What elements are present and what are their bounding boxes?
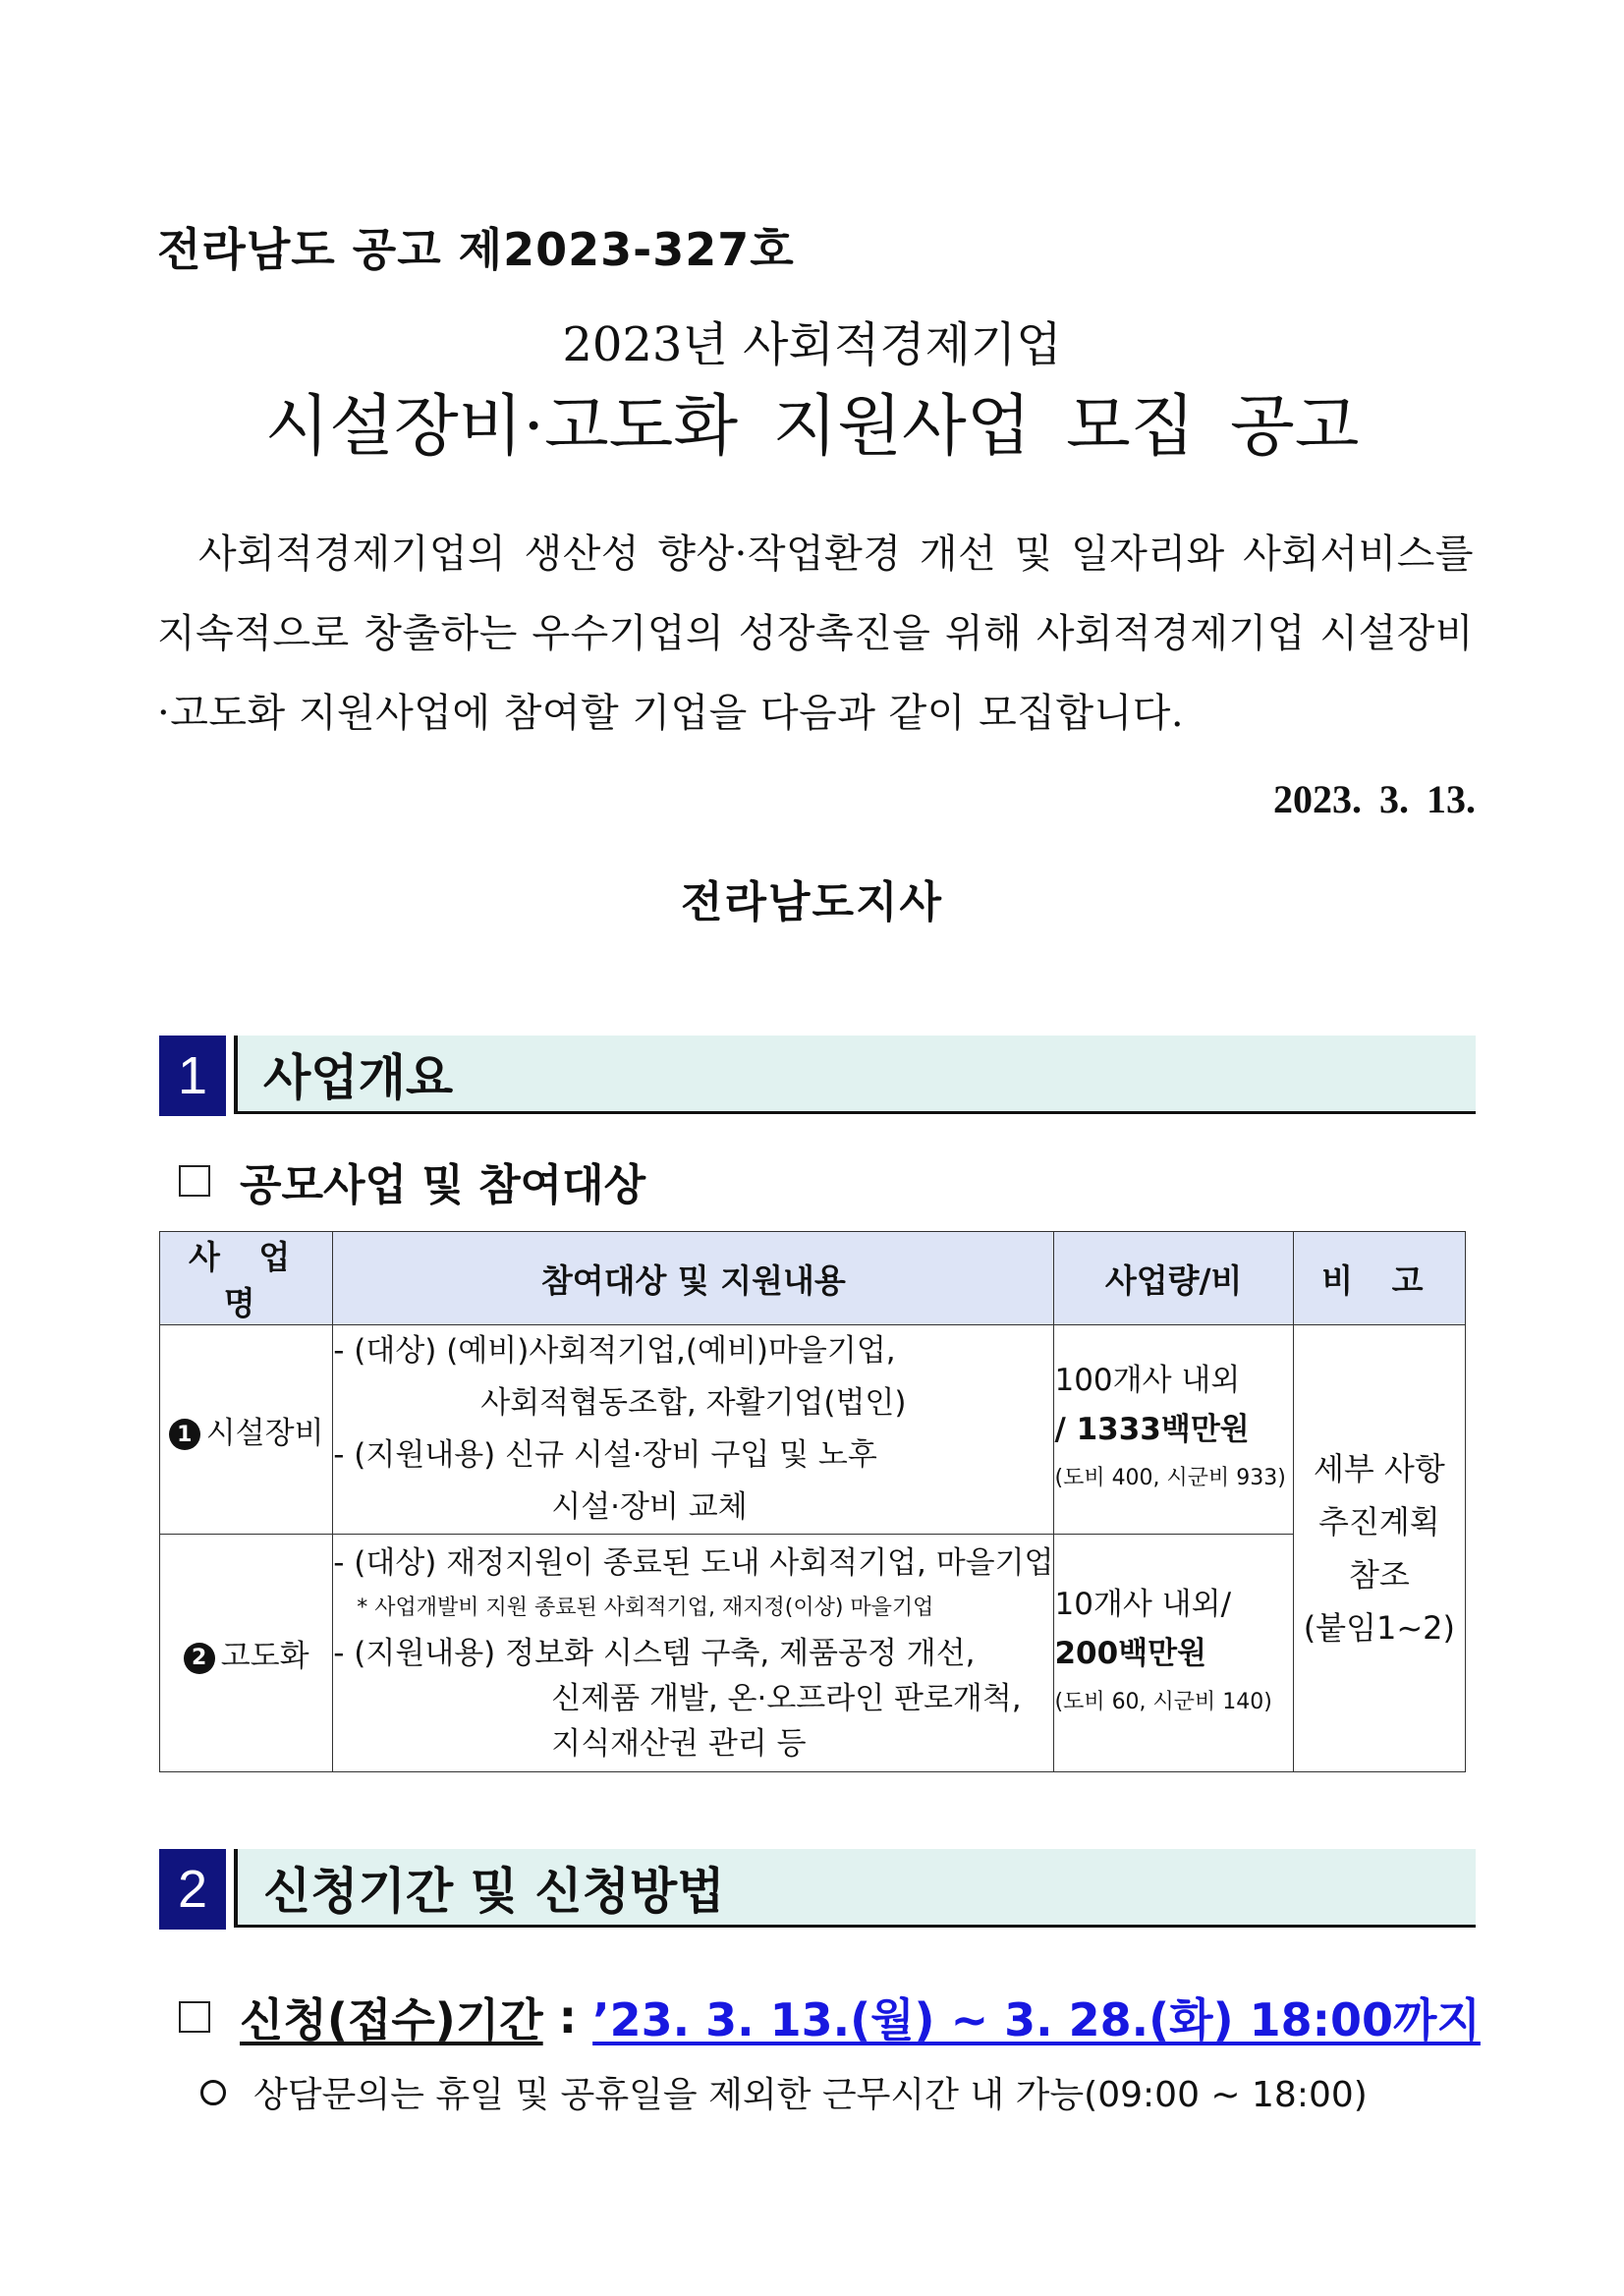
- circle-bullet-icon: [200, 2080, 226, 2105]
- table-row: [160, 1325, 1466, 1535]
- row-2-line-3: 신제품 개발, 온·오프라인 판로개척,: [551, 1680, 1022, 1716]
- subheading-1-text: 공모사업 및 참여대상: [240, 1160, 646, 1210]
- row-1-volume: 100개사 내외: [1054, 1363, 1241, 1398]
- row-1-line-2: 사회적협동조합, 자활기업(법인): [480, 1385, 907, 1421]
- row-2-content: [333, 1535, 1054, 1772]
- remark-line-1: 세부 사항: [1313, 1450, 1445, 1487]
- checkbox-square-icon: [179, 1165, 210, 1197]
- row-1-line-4: 시설·장비 교체: [551, 1489, 748, 1525]
- number-badge-icon: 1: [169, 1419, 200, 1450]
- row-1-budget: / 1333백만원: [1054, 1412, 1250, 1447]
- section-2-title-bar: [234, 1849, 1476, 1928]
- row-1-budget-detail: (도비 400, 시군비 933): [1054, 1466, 1286, 1490]
- consult-note: [200, 2067, 1368, 2117]
- title-line-1: 2023년 사회적경제기업: [562, 317, 1062, 372]
- row-2-volume: 10개사 내외/: [1054, 1586, 1232, 1622]
- remark-line-3: 참조: [1348, 1556, 1410, 1594]
- row-2-line-1: - (대상) 재정지원이 종료된 도내 사회적기업, 마을기업: [333, 1544, 1054, 1581]
- remark-line-4: (붙임1~2): [1303, 1609, 1456, 1647]
- section-1-title-bar: [234, 1036, 1476, 1114]
- section-2-number: 2: [159, 1849, 226, 1930]
- remark-line-2: 추진계획: [1318, 1503, 1440, 1540]
- program-table: [159, 1231, 1466, 1772]
- subheading-1: [179, 1149, 645, 1212]
- row-2-note: * 사업개발비 지원 종료된 사회적기업, 재지정(이상) 마을기업: [357, 1595, 934, 1620]
- signer: 전라남도지사: [680, 877, 944, 927]
- header-program-name: 사 업 명: [160, 1232, 333, 1325]
- row-2-name: 고도화: [220, 1639, 309, 1674]
- row-2-name-cell: [160, 1535, 333, 1772]
- checkbox-square-icon: [179, 2001, 210, 2033]
- title-line-2: 시설장비·고도화 지원사업 모집 공고: [264, 388, 1360, 466]
- remark-cell: [1293, 1325, 1465, 1772]
- header-volume: 사업량/비: [1054, 1232, 1293, 1325]
- row-1-line-1: - (대상) (예비)사회적기업,(예비)마을기업,: [333, 1333, 896, 1369]
- table-row: [160, 1535, 1466, 1772]
- row-2-volume-cell: [1054, 1535, 1293, 1772]
- header-target-content: 참여대상 및 지원내용: [333, 1232, 1054, 1325]
- period-colon: :: [542, 1990, 593, 2044]
- section-2-title: 신청기간 및 신청방법: [263, 1862, 725, 1920]
- row-2-budget: 200백만원: [1054, 1635, 1207, 1671]
- row-2-line-2: - (지원내용) 정보화 시스템 구축, 제품공정 개선,: [333, 1635, 976, 1671]
- row-1-volume-cell: [1054, 1325, 1293, 1535]
- consult-text: 상담문의는 휴일 및 공휴일을 제외한 근무시간 내 가능(09:00 ~ 18:00): [253, 2075, 1368, 2115]
- intro-paragraph: 사회적경제기업의 생산성 향상·작업환경 개선 및 일자리와 사회서비스를 지속적으로 창출하는 우수기업의 성장촉진을 위해 사회적경제기업 시설장비·고도화 지원사업에 참여할 기업을 다음과 같이 모집합니다.: [157, 532, 1474, 736]
- row-1-name: 시설장비: [205, 1415, 324, 1451]
- section-1-number: 1: [159, 1036, 226, 1116]
- row-2-line-4: 지식재산권 관리 등: [551, 1725, 807, 1762]
- row-1-line-3: - (지원내용) 신규 시설·장비 구입 및 노후: [333, 1437, 877, 1473]
- header-remark: 비 고: [1293, 1232, 1465, 1325]
- section-1-title: 사업개요: [263, 1048, 454, 1106]
- period-label: 신청(접수)기간: [240, 1993, 543, 2046]
- table-header-row: [160, 1232, 1466, 1325]
- notice-number: 전라남도 공고 제2023-327호: [157, 223, 795, 276]
- period-value: ’23. 3. 13.(월) ~ 3. 28.(화) 18:00까지: [592, 1993, 1481, 2046]
- row-1-content: [333, 1325, 1054, 1535]
- notice-date: 2023. 3. 13.: [1273, 777, 1476, 821]
- row-2-budget-detail: (도비 60, 시군비 140): [1054, 1689, 1272, 1714]
- application-period: [179, 1985, 1481, 2049]
- number-badge-icon: 2: [184, 1643, 215, 1674]
- row-1-name-cell: [160, 1325, 333, 1535]
